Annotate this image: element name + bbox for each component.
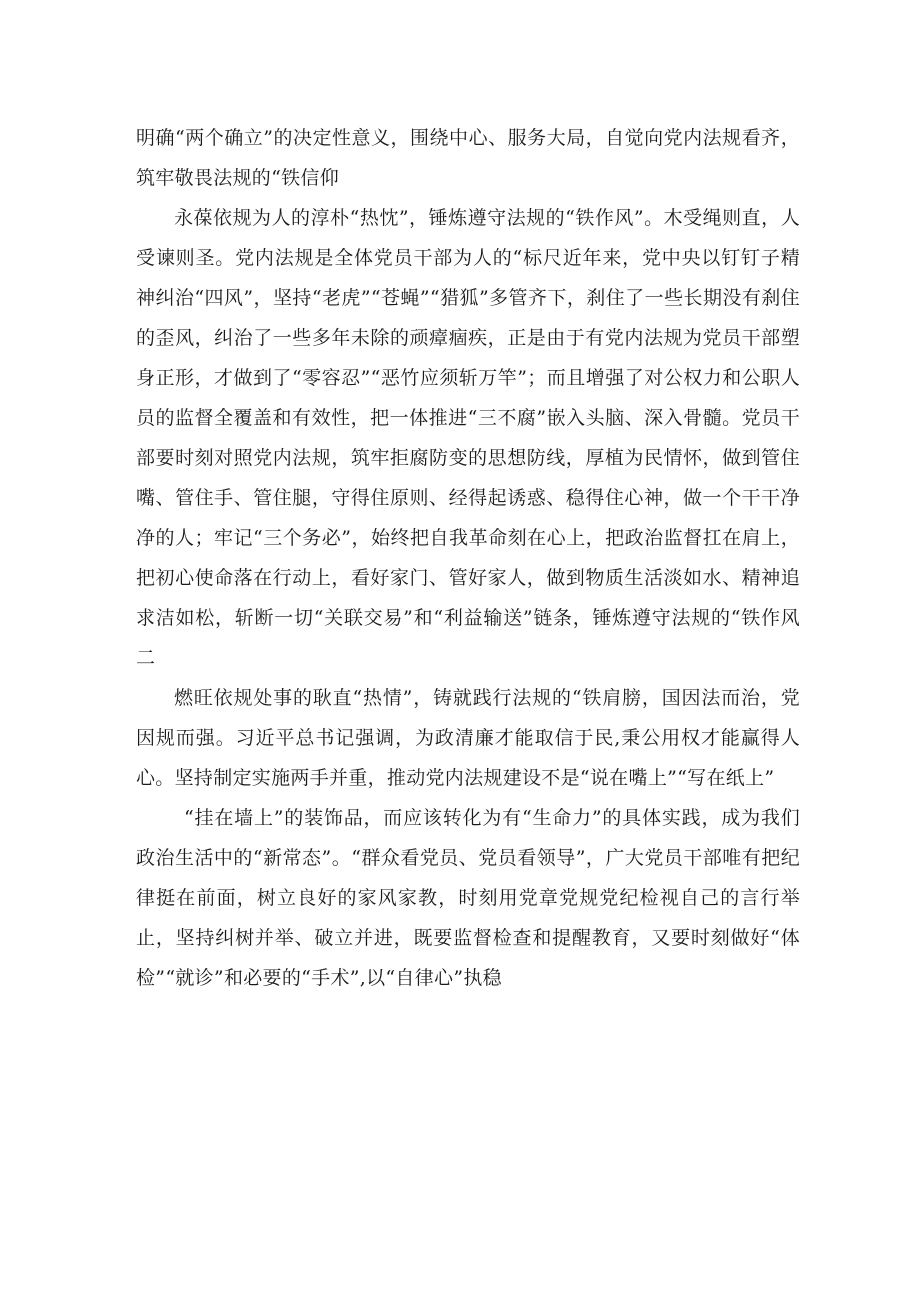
document-body: [136, 118, 800, 998]
paragraph-4: “挂在墙上”的装饰品，而应该转化为有“生命力”的具体实践，成为我们政治生活中的“新常态”。“群众看党员、党员看领导”，广大党员干部唯有把纪律挺在前面，树立良好的家风家教，时刻用党章党规党纪检视自己的言行举止，坚持纠树并举、破立并进，既要监督检查和提醒教育，又要时刻做好“体检”“就诊”和必要的“手术”,以“自律心”执稳: [136, 807, 800, 989]
paragraph-3: 燃旺依规处事的耿直“热情”，铸就践行法规的“铁肩膀，国因法而治，党因规而强。习近平总书记强调，为政清廉才能取信于民,秉公用权才能赢得人心。坚持制定实施两手并重，推动党内法规建设不是“说在嘴上”“写在纸上”: [136, 687, 800, 789]
paragraph-1: 明确“两个确立”的决定性意义，围绕中心、服务大局，自觉向党内法规看齐，筑牢敬畏法规的“铁信仰: [136, 127, 800, 189]
paragraph-2: 永葆依规为人的淳朴“热忱”，锤炼遵守法规的“铁作风”。木受绳则直，人受谏则圣。党内法规是全体党员干部为人的“标尺近年来，党中央以钉钉子精神纠治“四风”，坚持“老虎”“苍蝇”“猎狐”多管齐下，刹住了一些长期没有刹住的歪风，纠治了一些多年未除的顽瘴痼疾，正是由于有党内法规为党员干部塑身正形，才做到了“零容忍”“恶竹应须斩万竿”；而且增强了对公权力和公职人员的监督全覆盖和有效性，把一体推进“三不腐”嵌入头脑、深入骨髓。党员干部要时刻对照党内法规，筑牢拒腐防变的思想防线，厚植为民情怀，做到管住嘴、管住手、管住腿，守得住原则、经得起诱惑、稳得住心神，做一个干干净净的人；牢记“三个务必”，始终把自我革命刻在心上，把政治监督扛在肩上，把初心使命落在行动上，看好家门、管好家人，做到物质生活淡如水、精神追求洁如松，斩断一切“关联交易”和“利益输送”链条，锤炼遵守法规的“铁作风二: [136, 207, 800, 669]
